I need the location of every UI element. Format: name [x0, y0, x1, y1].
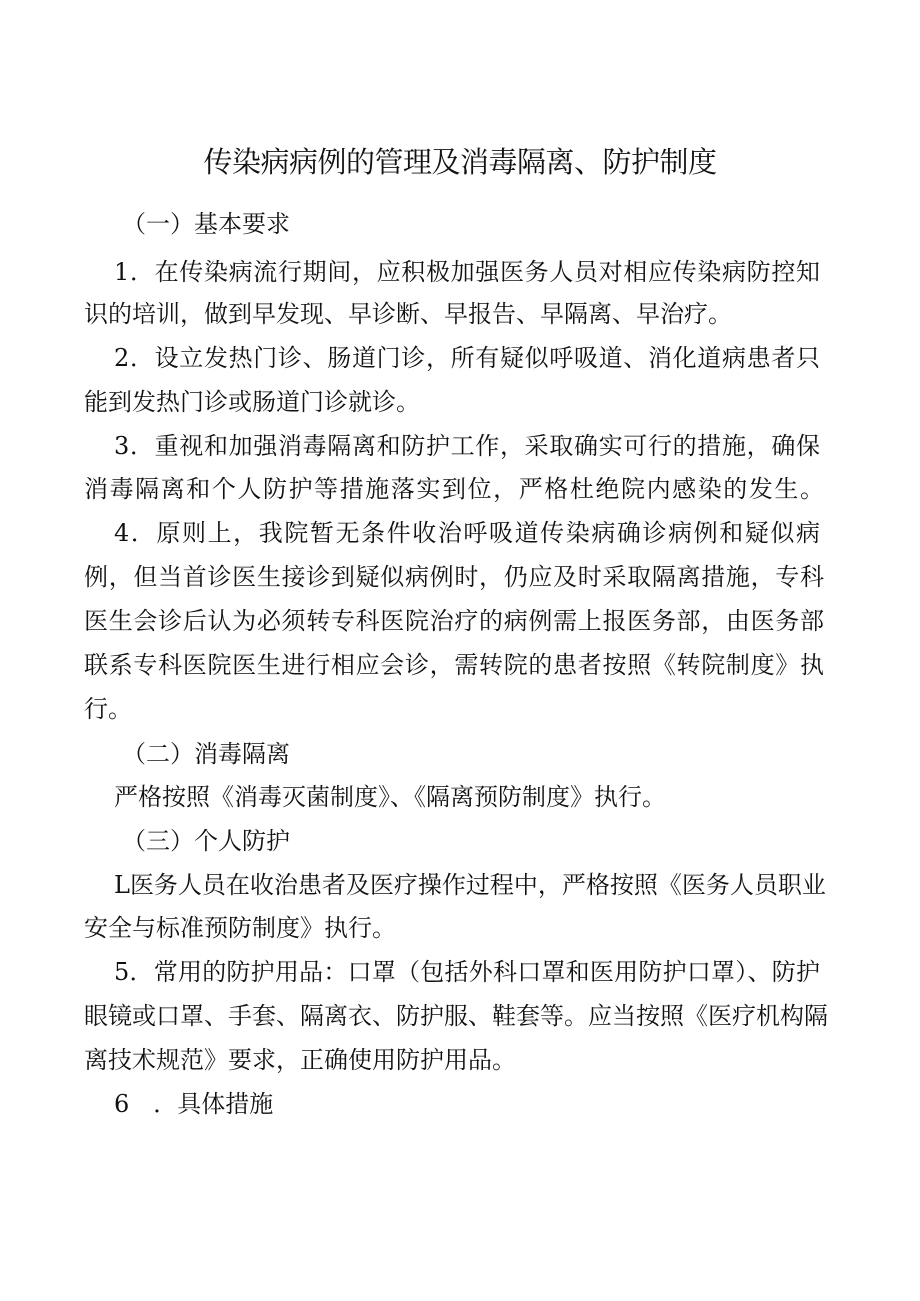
paragraph-line: 例，但当首诊医生接诊到疑似病例时，仍应及时采取隔离措施，专科	[84, 563, 824, 591]
section-heading-basic-requirements: （一）基本要求	[122, 210, 290, 238]
document-title: 传染病病例的管理及消毒隔离、防护制度	[203, 145, 717, 179]
paragraph-line: 医生会诊后认为必须转专科医院治疗的病例需上报医务部，由医务部	[84, 607, 824, 635]
section-heading-disinfection-isolation: （二）消毒隔离	[122, 740, 290, 768]
paragraph-line: 5．常用的防护用品：口罩（包括外科口罩和医用防护口罩）、防护	[114, 958, 820, 986]
paragraph-line: 严格按照《消毒灭菌制度》、《隔离预防制度》执行。	[114, 783, 666, 811]
paragraph-line: 识的培训，做到早发现、早诊断、早报告、早隔离、早治疗。	[84, 300, 732, 328]
paragraph-line: 2．设立发热门诊、肠道门诊，所有疑似呼吸道、消化道病患者只	[114, 344, 820, 372]
paragraph-line: 离技术规范》要求，正确使用防护用品。	[84, 1046, 516, 1074]
paragraph-line: 安全与标准预防制度》执行。	[84, 914, 396, 942]
paragraph-line: 消毒隔离和个人防护等措施落实到位，严格杜绝院内感染的发生。	[84, 475, 824, 503]
paragraph-line: 6 ．具体措施	[114, 1090, 274, 1118]
paragraph-line: 眼镜或口罩、手套、隔离衣、防护服、鞋套等。应当按照《医疗机构隔	[84, 1002, 828, 1030]
paragraph-line: L医务人员在收治患者及医疗操作过程中，严格按照《医务人员职业	[114, 871, 826, 899]
paragraph-line: 4．原则上，我院暂无条件收治呼吸道传染病确诊病例和疑似病	[114, 519, 820, 547]
paragraph-line: 3．重视和加强消毒隔离和防护工作，采取确实可行的措施，确保	[114, 432, 820, 460]
paragraph-line: 行。	[84, 695, 132, 723]
paragraph-line: 能到发热门诊或肠道门诊就诊。	[84, 388, 420, 416]
paragraph-line: 联系专科医院医生进行相应会诊，需转院的患者按照《转院制度》执	[84, 651, 824, 679]
section-heading-personal-protection: （三）个人防护	[122, 827, 290, 855]
paragraph-line: 1．在传染病流行期间，应积极加强医务人员对相应传染病防控知	[114, 258, 820, 286]
